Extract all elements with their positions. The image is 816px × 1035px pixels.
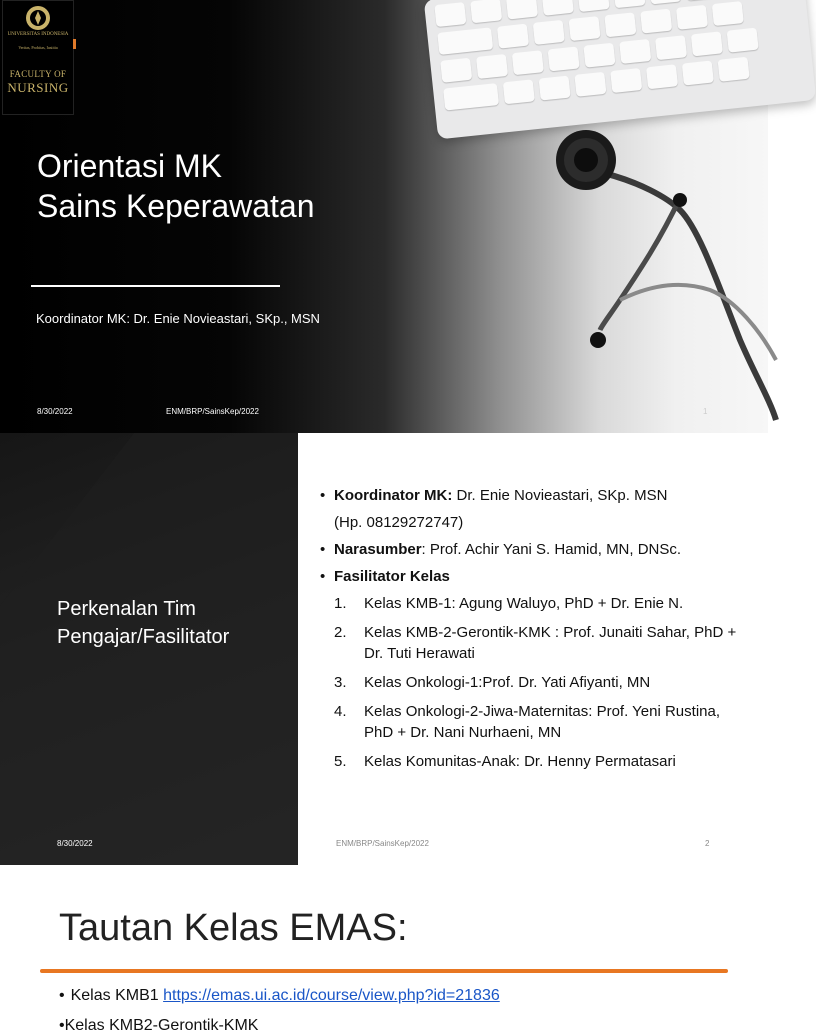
class-number: 5.: [334, 753, 347, 770]
class-number: 1.: [334, 595, 347, 612]
slide-2-footer: ENM/BRP/SainsKep/2022: [336, 839, 429, 848]
slide-2-title: [57, 595, 229, 651]
slide-1: [0, 0, 768, 433]
slide-2-title-line-1: Perkenalan Tim: [57, 598, 196, 620]
title-underline: [40, 969, 728, 973]
emas-link-item-2: [59, 1017, 258, 1035]
narasumber-label: Narasumber: [334, 541, 422, 558]
slide-1-page-number: 1: [703, 407, 708, 416]
logo-university-text: UNIVERSITAS INDONESIA: [7, 32, 69, 37]
logo-accent-bar: [73, 39, 76, 49]
slide-1-footer: ENM/BRP/SainsKep/2022: [166, 407, 259, 416]
class-number: 4.: [334, 703, 347, 720]
class-number: 2.: [334, 624, 347, 641]
title-divider: [31, 285, 280, 287]
slide-1-subtitle: Koordinator MK: Dr. Enie Novieastari, SKp., MSN: [36, 311, 320, 326]
bullet-dot: •: [59, 987, 65, 1004]
keyboard-image: [424, 0, 816, 139]
logo-nursing-text: NURSING: [7, 80, 69, 95]
slide-3: [0, 865, 768, 1034]
title-line-2: Sains Keperawatan: [37, 188, 315, 224]
slide-2-title-line-2: Pengajar/Fasilitator: [57, 626, 230, 648]
class-item: [318, 622, 738, 664]
stethoscope-image: [520, 120, 780, 420]
emas-link-label: Kelas KMB1: [70, 987, 164, 1004]
slide-1-title: [37, 146, 315, 226]
slide-3-title: Tautan Kelas EMAS:: [59, 907, 408, 949]
slide-2-title-panel: [0, 433, 298, 865]
class-text: Kelas Onkologi-1:Prof. Dr. Yati Afiyanti, MN: [364, 674, 651, 691]
logo-faculty-text: FACULTY OF: [9, 69, 67, 79]
class-text: Kelas Komunitas-Anak: Dr. Henny Permatasari: [364, 753, 676, 770]
narasumber-value: : Prof. Achir Yani S. Hamid, MN, DNSc.: [421, 541, 682, 558]
bullet-dot: •: [59, 1017, 65, 1034]
logo-tagline: Veritas, Probitas, Iustitia: [18, 45, 58, 50]
emas-link-label-2: Kelas KMB2-Gerontik-KMK: [64, 1017, 259, 1034]
slide-2-date: 8/30/2022: [57, 839, 93, 848]
fasilitator-bullet: [318, 566, 738, 587]
koordinator-label: Koordinator MK:: [334, 487, 453, 504]
makara-crest-icon: [25, 5, 51, 31]
slide-2-page-number: 2: [705, 839, 710, 848]
class-item: [318, 593, 738, 614]
koordinator-phone: (Hp. 08129272747): [334, 514, 464, 531]
class-number: 3.: [334, 674, 347, 691]
koordinator-value: Dr. Enie Novieastari, SKp. MSN: [452, 487, 668, 504]
fasilitator-label: Fasilitator Kelas: [334, 568, 450, 585]
class-item: [318, 701, 738, 743]
class-text: Kelas KMB-1: Agung Waluyo, PhD + Dr. Enie N.: [364, 595, 684, 612]
slide-2: [0, 433, 768, 865]
koordinator-bullet: [318, 485, 738, 506]
university-logo: [2, 0, 74, 115]
class-text: Kelas Onkologi-2-Jiwa-Maternitas: Prof. Yeni Rustina, PhD + Dr. Nani Nurhaeni, MN: [364, 703, 721, 741]
slide-1-date: 8/30/2022: [37, 407, 73, 416]
class-text: Kelas KMB-2-Gerontik-KMK : Prof. Junaiti Sahar, PhD + Dr. Tuti Herawati: [364, 624, 737, 662]
class-item: [318, 672, 738, 693]
emas-link-item: [59, 987, 500, 1005]
title-line-1: Orientasi MK: [37, 148, 222, 184]
slide-2-content: [318, 485, 738, 780]
narasumber-bullet: [318, 539, 738, 560]
class-item: [318, 751, 738, 772]
emas-course-link[interactable]: https://emas.ui.ac.id/course/view.php?id=21836: [163, 987, 500, 1004]
